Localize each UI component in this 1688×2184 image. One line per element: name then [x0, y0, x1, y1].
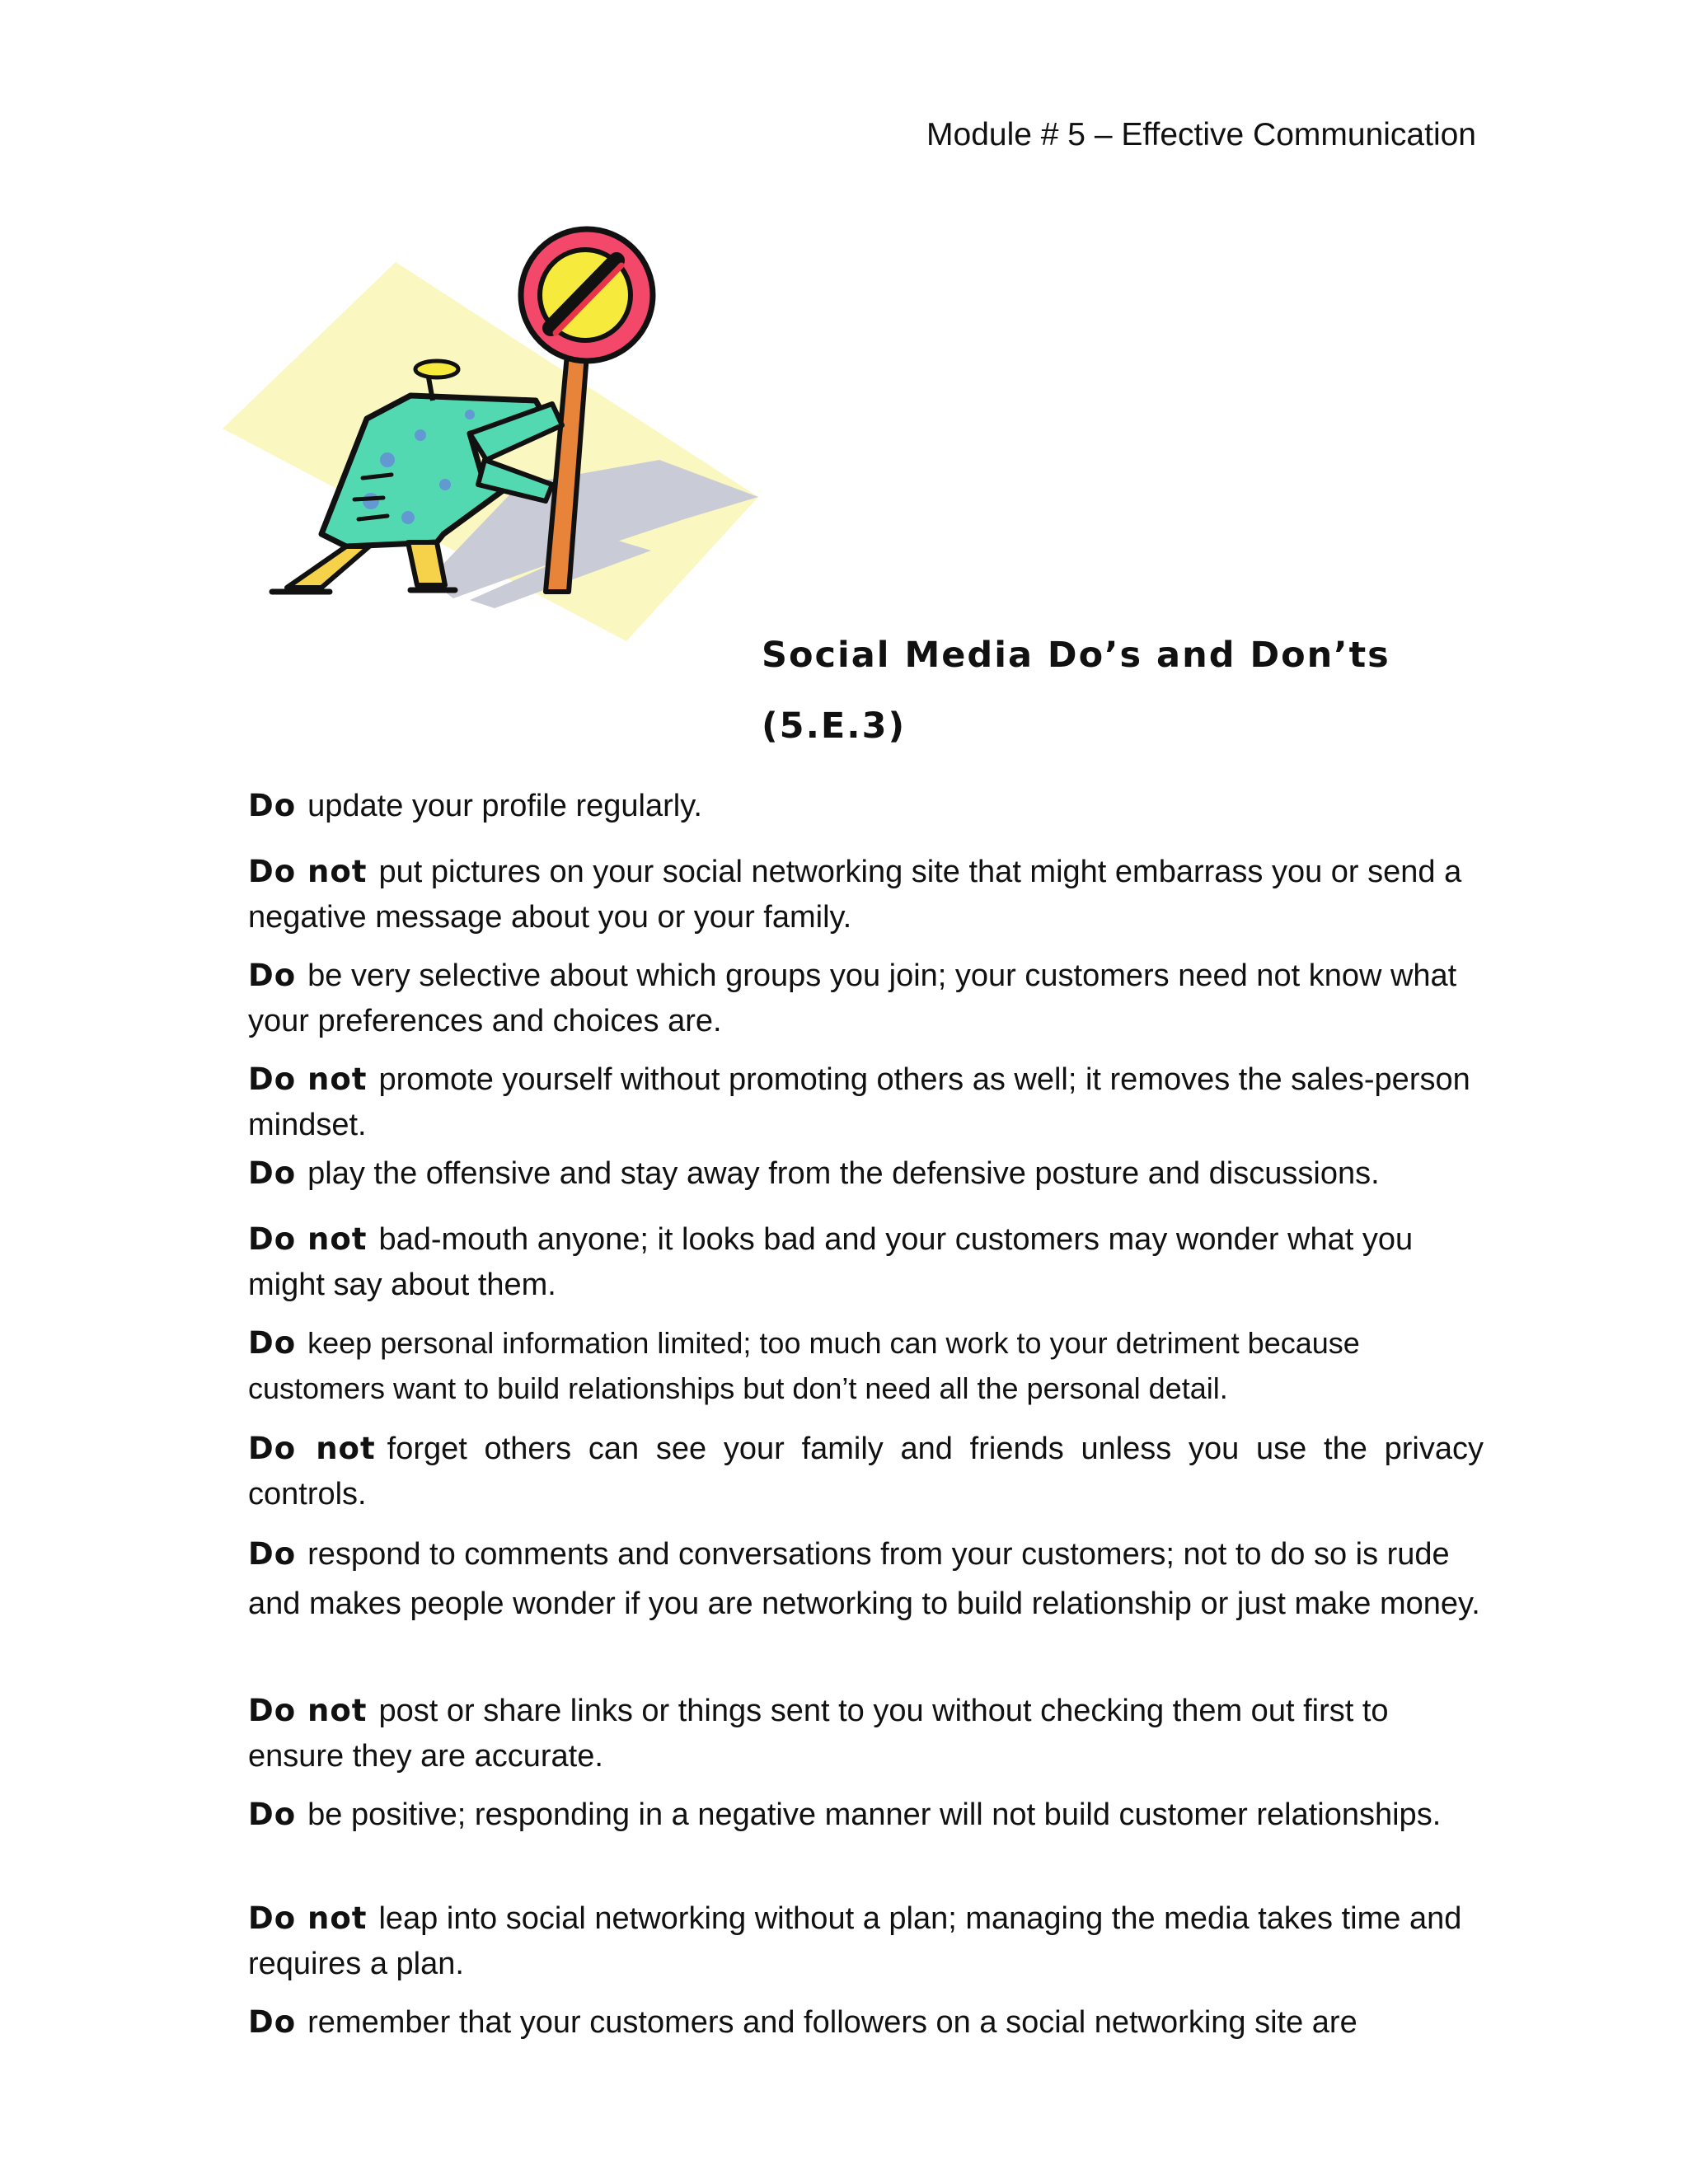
item-text: remember that your customers and followers on a social networking site are: [307, 2005, 1357, 2040]
list-item: [198, 1896, 1484, 1987]
item-keyword: Do not: [248, 1062, 368, 1097]
list-item: [198, 1426, 1484, 1517]
page-header: Module # 5 – Effective Communication: [926, 117, 1476, 152]
item-text: be positive; responding in a negative manner will not build customer relationships.: [307, 1797, 1442, 1832]
list-item: [198, 849, 1484, 940]
list-item: [198, 1216, 1484, 1308]
list-item: [198, 1320, 1484, 1411]
list-item: [198, 1688, 1484, 1779]
list-item: [198, 1999, 1484, 2046]
item-keyword: Do: [248, 1536, 297, 1572]
item-keyword: Do not: [248, 854, 368, 889]
section-code: (5.E.3): [762, 705, 907, 747]
item-keyword: Do not: [248, 1693, 368, 1728]
item-text: play the offensive and stay away from the defensive posture and discussions.: [307, 1156, 1380, 1191]
list-item: [198, 1792, 1484, 1838]
item-keyword: Do: [248, 788, 297, 823]
item-keyword: Do: [248, 1155, 297, 1191]
item-keyword: Do not: [248, 1221, 368, 1257]
item-text: update your profile regularly.: [307, 789, 702, 823]
list-item: [198, 783, 1484, 829]
item-keyword: Do: [248, 1325, 297, 1361]
list-item: [198, 1530, 1484, 1629]
section-title-line: Social Media Do’s and Don’ts: [762, 635, 1390, 676]
item-text: forget others can see your family and friends unless you use the privacy controls.: [248, 1432, 1484, 1511]
item-keyword: Do not: [248, 1431, 376, 1466]
item-keyword: Do: [248, 1797, 297, 1832]
item-text: post or share links or things sent to you without checking them out first to ensure they are accurate.: [248, 1694, 1389, 1774]
item-keyword: Do: [248, 2004, 297, 2040]
item-text: put pictures on your social networking site that might embarrass you or send a negative message about you or your family.: [248, 855, 1462, 935]
item-text: bad-mouth anyone; it looks bad and your customers may wonder what you might say about them.: [248, 1222, 1414, 1302]
item-text: promote yourself without promoting others as well; it removes the sales-person mindset.: [248, 1062, 1470, 1142]
list-item: [198, 953, 1484, 1044]
item-text: respond to comments and conversations from your customers; not to do so is rude and makes people wonder if you are networking to build relationship or just make money.: [248, 1537, 1480, 1621]
item-text: leap into social networking without a plan; managing the media takes time and requires a plan.: [248, 1901, 1462, 1981]
list-item: [198, 1057, 1484, 1148]
list-item: [198, 1151, 1484, 1197]
item-text: keep personal information limited; too much can work to your detriment because customers want to build relationships but don’t need all the personal detail.: [248, 1326, 1360, 1405]
item-keyword: Do not: [248, 1900, 368, 1936]
item-text: be very selective about which groups you join; your customers need not know what your preferences and choices are.: [248, 958, 1457, 1038]
item-keyword: Do: [248, 958, 297, 993]
